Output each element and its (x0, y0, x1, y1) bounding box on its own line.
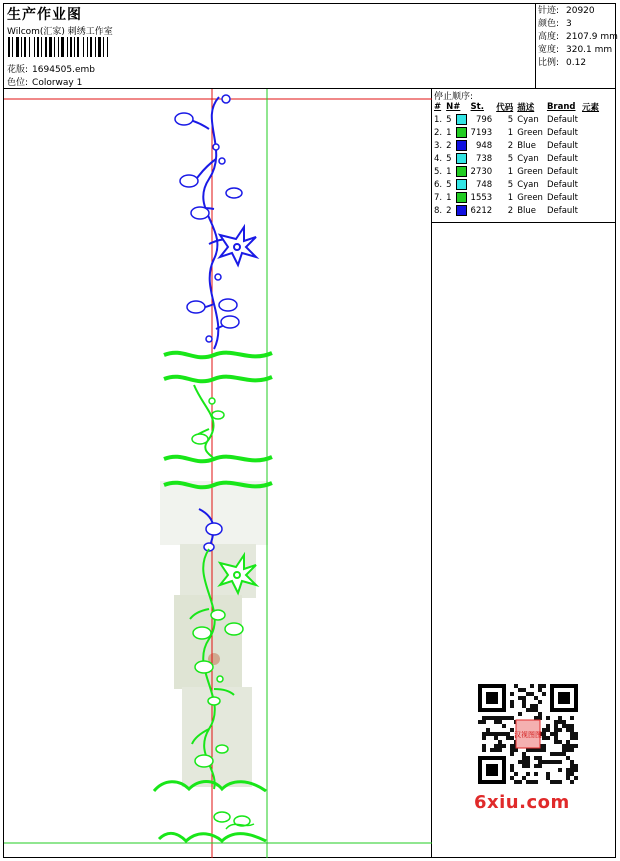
color-swatch (456, 205, 467, 216)
cell-idx: 6. (434, 179, 443, 190)
cell-n: 2 (446, 140, 452, 151)
column-header: 描述 (517, 103, 535, 113)
cell-n: 5 (446, 114, 452, 125)
stat-row: 宽度: 320.1 mm (538, 45, 613, 55)
barcode (8, 37, 140, 57)
cell-desc: Blue (517, 140, 537, 151)
cell-idx: 3. (434, 140, 443, 151)
cell-n: 1 (446, 127, 452, 138)
cell-elem (580, 178, 601, 191)
color-swatch (456, 153, 467, 164)
cell-st: 738 (475, 153, 493, 164)
column-header: # (434, 102, 442, 112)
cell-brand: Default (546, 153, 579, 164)
color-swatch-cell (454, 204, 469, 217)
color-swatch (456, 127, 467, 138)
green-waves (164, 353, 272, 488)
cell-st: 748 (475, 179, 493, 190)
cell-code: 5 (507, 114, 514, 125)
green-sprig-bottom (214, 812, 254, 829)
cell-elem (580, 204, 601, 217)
qr-stamp-text: 汉视图图 (514, 731, 542, 739)
cell-brand: Default (546, 114, 579, 125)
color-swatch (456, 140, 467, 151)
color-swatch (456, 166, 467, 177)
cell-brand: Default (546, 127, 579, 138)
cell-desc: Cyan (517, 114, 539, 125)
cell-code: 5 (507, 153, 514, 164)
cell-code: 1 (507, 192, 514, 203)
cell-n: 5 (446, 153, 452, 164)
column-header: 元素 (582, 103, 600, 113)
color-swatch-cell (454, 126, 469, 139)
watermark-site: 6xiu.com (474, 792, 570, 813)
cell-desc: Cyan (517, 153, 539, 164)
color-swatch-cell (454, 113, 469, 126)
table-row (432, 165, 601, 178)
green-leaves-middle (192, 398, 224, 444)
green-cloud-border (154, 782, 266, 842)
color-swatch-cell (454, 152, 469, 165)
stat-row: 比例: 0.12 (538, 58, 587, 68)
cell-elem (580, 191, 601, 204)
cell-elem (580, 139, 601, 152)
stat-row: 颜色: 3 (538, 19, 572, 29)
cell-desc: Green (517, 127, 543, 138)
cell-n: 5 (446, 179, 452, 190)
cell-brand: Default (546, 140, 579, 151)
color-swatch (456, 114, 467, 125)
cell-desc: Green (517, 166, 543, 177)
stat-row: 针迹: 20920 (538, 6, 595, 16)
cell-desc: Cyan (517, 179, 539, 190)
cell-brand: Default (546, 179, 579, 190)
column-header: Brand (546, 102, 576, 112)
cell-brand: Default (546, 166, 579, 177)
cell-st: 1553 (470, 192, 493, 203)
color-swatch-cell (454, 165, 469, 178)
company-name: Wilcom(汇家) 刺绣工作室 (7, 27, 113, 37)
cell-idx: 7. (434, 192, 443, 203)
color-swatch-cell (454, 139, 469, 152)
stat-row: 高度: 2107.9 mm (538, 32, 618, 42)
cell-st: 7193 (470, 127, 493, 138)
cell-idx: 5. (434, 166, 443, 177)
cell-elem (580, 126, 601, 139)
sequence-bottom-line (431, 222, 616, 223)
design-file: 花版: 1694505.emb (7, 65, 96, 75)
cell-desc: Green (517, 192, 543, 203)
cell-elem (580, 152, 601, 165)
cell-code: 2 (507, 140, 514, 151)
color-swatch-cell (454, 178, 469, 191)
sequence-table (432, 101, 601, 217)
cell-idx: 8. (434, 205, 443, 216)
page-title: 生产作业图 (7, 7, 82, 23)
sequence-title: 停止顺序: (434, 92, 474, 102)
color-swatch (456, 179, 467, 190)
cell-brand: Default (546, 205, 579, 216)
cell-code: 1 (507, 127, 514, 138)
stats-panel (538, 5, 618, 70)
cell-st: 2730 (470, 166, 493, 177)
table-row (432, 204, 601, 217)
cell-idx: 1. (434, 114, 443, 125)
column-header: 代码 (496, 103, 514, 113)
design-preview (4, 89, 432, 858)
cell-code: 2 (507, 205, 514, 216)
cell-brand: Default (546, 192, 579, 203)
colorway: 色位: Colorway 1 (7, 78, 83, 88)
cell-elem (580, 165, 601, 178)
cell-st: 796 (475, 114, 493, 125)
cell-idx: 2. (434, 127, 443, 138)
cell-st: 6212 (470, 205, 493, 216)
green-vine-middle (192, 385, 214, 459)
cell-n: 1 (446, 192, 452, 203)
table-row (432, 191, 601, 204)
cell-code: 5 (507, 179, 514, 190)
cell-elem (580, 113, 601, 126)
cell-st: 948 (475, 140, 493, 151)
cell-n: 1 (446, 166, 452, 177)
table-row (432, 113, 601, 126)
cell-desc: Blue (517, 205, 537, 216)
table-row (432, 152, 601, 165)
cell-n: 2 (446, 205, 452, 216)
cell-code: 1 (507, 166, 514, 177)
stats-divider (535, 3, 536, 89)
cell-idx: 4. (434, 153, 443, 164)
blue-flower-top (220, 227, 256, 265)
qr-code (472, 680, 584, 788)
column-header: St. (470, 102, 484, 112)
color-swatch-cell (454, 191, 469, 204)
table-row (432, 139, 601, 152)
table-row (432, 178, 601, 191)
table-row (432, 126, 601, 139)
color-swatch (456, 192, 467, 203)
column-header: N# (446, 102, 461, 112)
